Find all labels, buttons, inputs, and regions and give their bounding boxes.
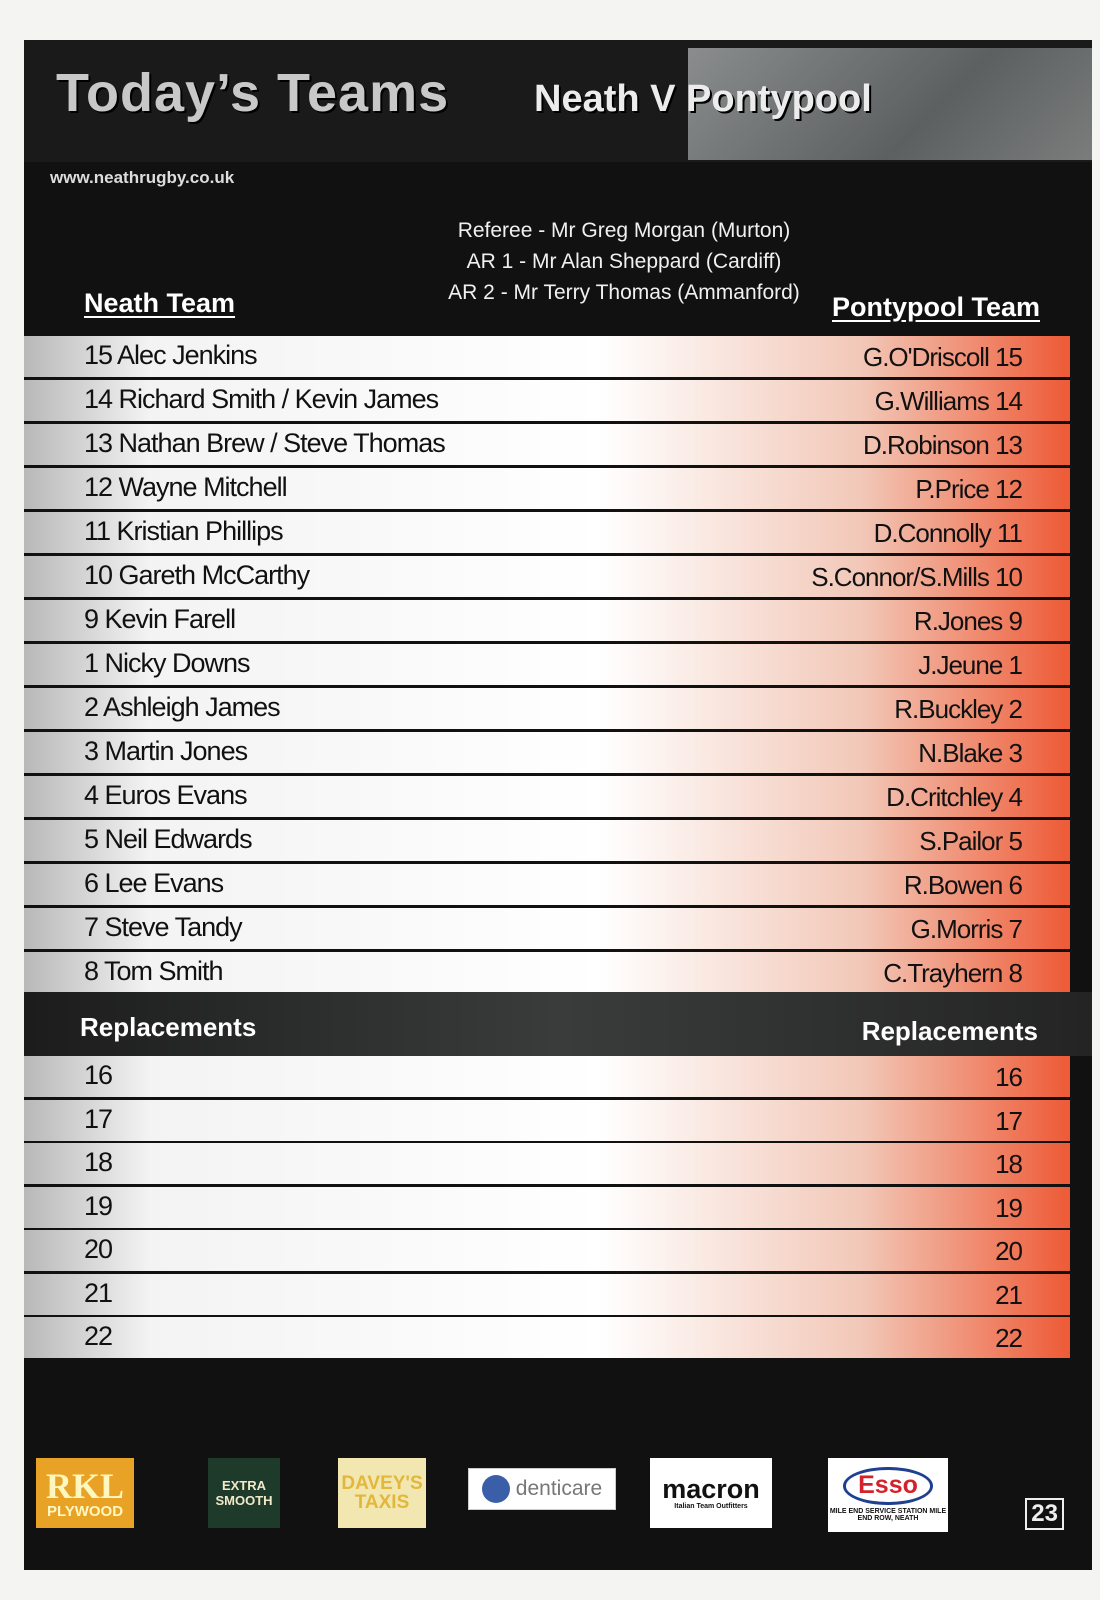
john-smiths-logo-text: EXTRA SMOOTH (215, 1478, 273, 1508)
website-url: www.neathrugby.co.uk (50, 168, 235, 187)
header-bar (24, 40, 1092, 162)
replacement-row (24, 1100, 1070, 1144)
pontypool-player: S.Pailor 5 (919, 826, 1022, 856)
lineup-row (24, 688, 1070, 732)
neath-player: 12 Wayne Mitchell (84, 472, 287, 502)
neath-player: 9 Kevin Farell (84, 604, 236, 634)
lineup-row (24, 776, 1070, 820)
denticare-logo (468, 1468, 616, 1510)
neath-player: 8 Tom Smith (84, 956, 223, 986)
replacements-bar (24, 992, 1092, 1056)
pontypool-player: R.Jones 9 (913, 606, 1022, 636)
pontypool-player: D.Robinson 13 (863, 430, 1022, 460)
esso-logo-text: Esso (843, 1467, 933, 1505)
pontypool-player: J.Jeune 1 (918, 650, 1022, 680)
macron-logo (650, 1458, 772, 1528)
neath-player: 11 Kristian Phillips (84, 516, 283, 546)
replacement-row (24, 1143, 1070, 1187)
referee: Referee - Mr Greg Morgan (Murton) (457, 219, 791, 242)
pontypool-replacements-heading: Replacements (861, 1016, 1038, 1046)
macron-logo-text: macron (662, 1474, 760, 1504)
pontypool-player: 17 (995, 1105, 1022, 1136)
pontypool-player: G.Williams 14 (874, 386, 1022, 416)
pontypool-player: 20 (995, 1236, 1022, 1266)
neath-player: 18 (84, 1147, 113, 1177)
neath-team-heading: Neath Team (84, 288, 236, 318)
neath-player: 22 (84, 1321, 113, 1351)
neath-player: 16 (84, 1060, 113, 1090)
pontypool-player: R.Bowen 6 (903, 870, 1022, 900)
rkl-plywood-logo (36, 1458, 134, 1528)
neath-player: 21 (84, 1277, 113, 1308)
page-title: Today’s Teams (56, 63, 450, 123)
rkl-logo-text: RKL (45, 1465, 124, 1506)
pontypool-team-heading: Pontypool Team (831, 292, 1040, 322)
lineup-row (24, 908, 1070, 952)
neath-player: 7 Steve Tandy (84, 912, 242, 942)
neath-player: 14 Richard Smith / Kevin James (84, 384, 439, 414)
replacement-row (24, 1317, 1070, 1361)
replacement-row (24, 1274, 1070, 1318)
pontypool-player: D.Connolly 11 (873, 518, 1022, 548)
john-smiths-logo (208, 1458, 280, 1528)
page-number: 23 (1025, 1498, 1064, 1530)
pontypool-player: S.Connor/S.Mills 10 (811, 562, 1022, 592)
team-sheet (24, 40, 1092, 1570)
pontypool-player: R.Buckley 2 (894, 694, 1022, 724)
replacement-row (24, 1187, 1070, 1231)
pontypool-player: D.Critchley 4 (886, 782, 1022, 812)
neath-player: 1 Nicky Downs (84, 648, 250, 678)
neath-player: 5 Neil Edwards (84, 824, 252, 854)
daveys-taxis-logo (338, 1458, 426, 1528)
assistant-referee-1: AR 1 - Mr Alan Sheppard (Cardiff) (466, 250, 782, 273)
pontypool-player: 18 (995, 1149, 1022, 1179)
lineup-row (24, 732, 1070, 776)
lineup-row (24, 952, 1070, 996)
lineup-row (24, 336, 1070, 380)
pontypool-player: C.Trayhern 8 (883, 958, 1022, 988)
pontypool-player: 19 (995, 1192, 1022, 1223)
neath-player: 15 Alec Jenkins (84, 340, 257, 370)
lineup-row (24, 424, 1070, 468)
pontypool-player: N.Blake 3 (918, 738, 1022, 768)
neath-player: 2 Ashleigh James (84, 692, 280, 722)
lineup-row (24, 864, 1070, 908)
replacement-row (24, 1230, 1070, 1274)
neath-player: 10 Gareth McCarthy (84, 560, 310, 590)
pontypool-player: G.O'Driscoll 15 (862, 342, 1022, 372)
pontypool-player: 22 (995, 1323, 1022, 1353)
neath-player: 13 Nathan Brew / Steve Thomas (84, 428, 445, 458)
lineup-row (24, 512, 1070, 556)
neath-player: 20 (84, 1234, 113, 1264)
match-title: Neath V Pontypool (534, 78, 872, 120)
denticare-icon (482, 1475, 510, 1503)
neath-player: 4 Euros Evans (84, 780, 247, 810)
replacement-row (24, 1056, 1070, 1100)
macron-logo-subtext: Italian Team Outfitters (674, 1503, 748, 1510)
daveys-taxis-logo-text: DAVEY'S TAXIS (341, 1473, 423, 1513)
lineup-row (24, 820, 1070, 864)
esso-logo (828, 1458, 948, 1532)
rkl-logo-subtext: PLYWOOD (46, 1502, 124, 1520)
officials-list (344, 215, 904, 308)
esso-logo-subtext: MILE END SERVICE STATION MILE END ROW, NEATH (829, 1507, 947, 1523)
lineup-row (24, 600, 1070, 644)
neath-player: 3 Martin Jones (84, 736, 248, 766)
assistant-referee-2: AR 2 - Mr Terry Thomas (Ammanford) (448, 281, 800, 304)
lineup-row (24, 556, 1070, 600)
lineup-row (24, 644, 1070, 688)
lineup-row (24, 468, 1070, 512)
neath-player: 6 Lee Evans (84, 868, 224, 898)
neath-player: 19 (84, 1190, 113, 1221)
pontypool-player: P.Price 12 (915, 474, 1022, 504)
pontypool-player: G.Morris 7 (910, 914, 1022, 944)
lineup-row (24, 380, 1070, 424)
pontypool-player: 21 (995, 1279, 1022, 1310)
neath-player: 17 (84, 1103, 113, 1134)
neath-replacements-heading: Replacements (80, 1012, 257, 1042)
pontypool-player: 16 (995, 1062, 1022, 1092)
denticare-logo-text: denticare (515, 1477, 603, 1500)
sponsor-strip (24, 1458, 1092, 1548)
